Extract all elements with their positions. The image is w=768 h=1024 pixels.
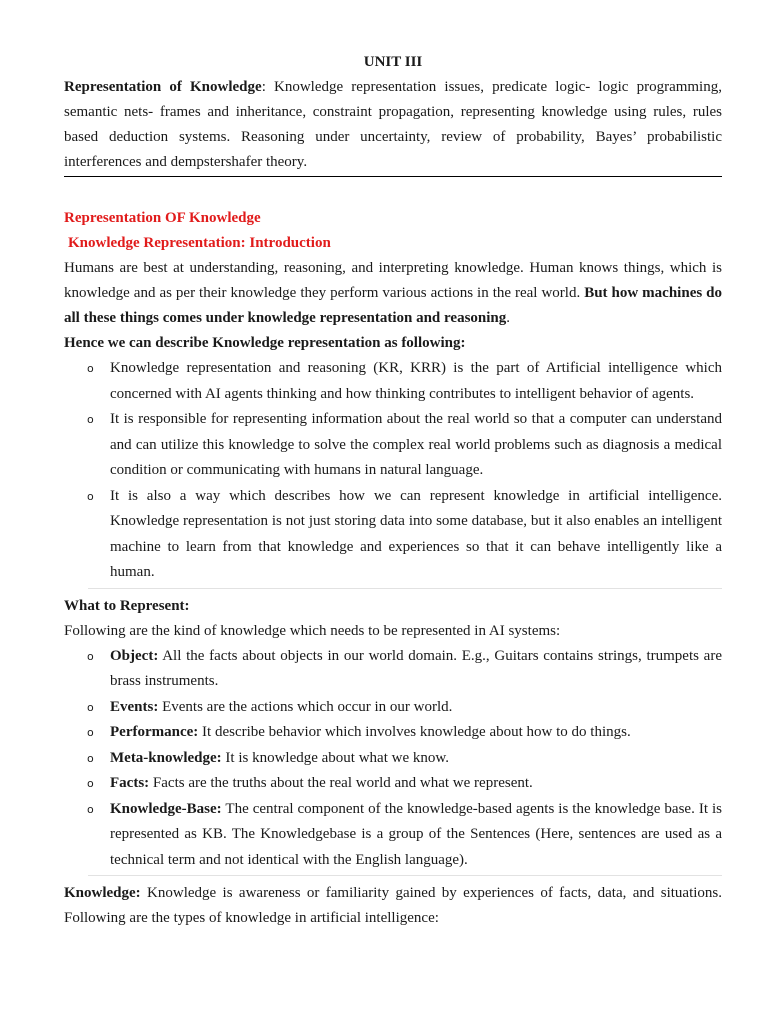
bullet-marker: o <box>87 362 94 375</box>
bullet-marker: o <box>87 489 94 503</box>
divider <box>88 588 722 589</box>
list-item-term: Facts: <box>110 775 150 791</box>
syllabus-text: : Knowledge representation issues, predicate logic- logic programming, semantic nets- frames and inheritance, constraint propagation, representing knowledge using rules, rules based deduction systems. Reasoning under uncertainty, review of probability, Bayes’ probabilistic interferences and dempstershafer theory. <box>64 79 722 170</box>
bullet-marker: o <box>87 751 94 765</box>
intro-bold-text: But how machines do all these things comes under knowledge representation and reasoning <box>64 285 723 326</box>
list-item-text: Facts are the truths about the real world and what we represent. <box>149 775 533 791</box>
document-page <box>64 50 722 931</box>
what-to-represent-intro: Following are the kind of knowledge which needs to be represented in AI systems: <box>64 622 561 639</box>
list-item <box>87 797 722 874</box>
list-item <box>87 407 722 484</box>
knowledge-kinds-list <box>64 644 722 874</box>
syllabus-label: Representation of Knowledge <box>64 79 262 95</box>
list-item-term: Meta-knowledge: <box>110 749 222 766</box>
section-heading-representation: Representation OF Knowledge <box>64 210 261 226</box>
what-to-represent-heading: What to Represent: <box>64 597 190 614</box>
list-item-text: Knowledge representation and reasoning (KR, KRR) is the part of Artificial intelligence which concerned with AI agents thinking and how thinking contributes to intelligent behavior of agents. <box>110 360 722 402</box>
section-subheading-introduction: Knowledge Representation: Introduction <box>68 235 331 251</box>
knowledge-paragraph <box>64 881 722 931</box>
unit-title: UNIT III <box>363 54 423 70</box>
divider <box>88 875 722 876</box>
list-item <box>87 695 722 721</box>
list-item-term: Performance: <box>110 724 199 740</box>
intro-end: . <box>506 310 511 326</box>
list-item <box>87 356 722 407</box>
list-item-term: Events: <box>110 698 159 715</box>
list-item <box>87 644 722 695</box>
knowledge-term: Knowledge: <box>64 885 141 901</box>
list-item-text: It is knowledge about what we know. <box>221 749 449 766</box>
bullet-marker: o <box>87 649 94 663</box>
intro-paragraph <box>64 256 722 331</box>
list-item <box>87 720 722 746</box>
kr-description-list <box>64 356 722 586</box>
bullet-marker: o <box>87 777 94 790</box>
list-item-text: Events are the actions which occur in our world. <box>158 698 453 715</box>
list-item-text: It is responsible for representing information about the real world so that a computer can understand and can utilize this knowledge to solve the complex real world problems such as diagnosis a medical condition or communicating with humans in natural language. <box>110 411 722 478</box>
list-item-term: Knowledge-Base: <box>110 800 222 817</box>
bullet-marker: o <box>87 802 94 816</box>
hence-line: Hence we can describe Knowledge representation as following: <box>64 335 466 351</box>
bullet-marker: o <box>87 700 94 714</box>
knowledge-text: Knowledge is awareness or familiarity gained by experiences of facts, data, and situations. Following are the types of knowledge in artificial intelligence: <box>64 885 722 926</box>
list-item <box>87 771 722 797</box>
intro-text: Humans are best at understanding, reasoning, and interpreting knowledge. Human knows things, which is knowledge and as per their knowledge they perform various actions in the real world. <box>64 260 722 301</box>
list-item-text: It describe behavior which involves knowledge about how to do things. <box>198 724 631 740</box>
bullet-marker: o <box>87 726 94 739</box>
list-item-text: All the facts about objects in our world domain. E.g., Guitars contains strings, trumpets are brass instruments. <box>110 647 722 689</box>
list-item <box>87 746 722 772</box>
list-item-text: The central component of the knowledge-based agents is the knowledge base. It is represented as KB. The Knowledgebase is a group of the Sentences (Here, sentences are used as a technical term and not identical with the English language). <box>110 800 722 868</box>
list-item-text: It is also a way which describes how we can represent knowledge in artificial intelligence. Knowledge representation is not just storing data into some database, but it also enables an intelligent machine to learn from that knowledge and experiences so that it can behave intelligently like a human. <box>110 487 722 580</box>
list-item-term: Object: <box>110 647 159 664</box>
bullet-marker: o <box>87 413 94 426</box>
list-item <box>87 484 722 586</box>
syllabus-paragraph <box>64 75 722 177</box>
